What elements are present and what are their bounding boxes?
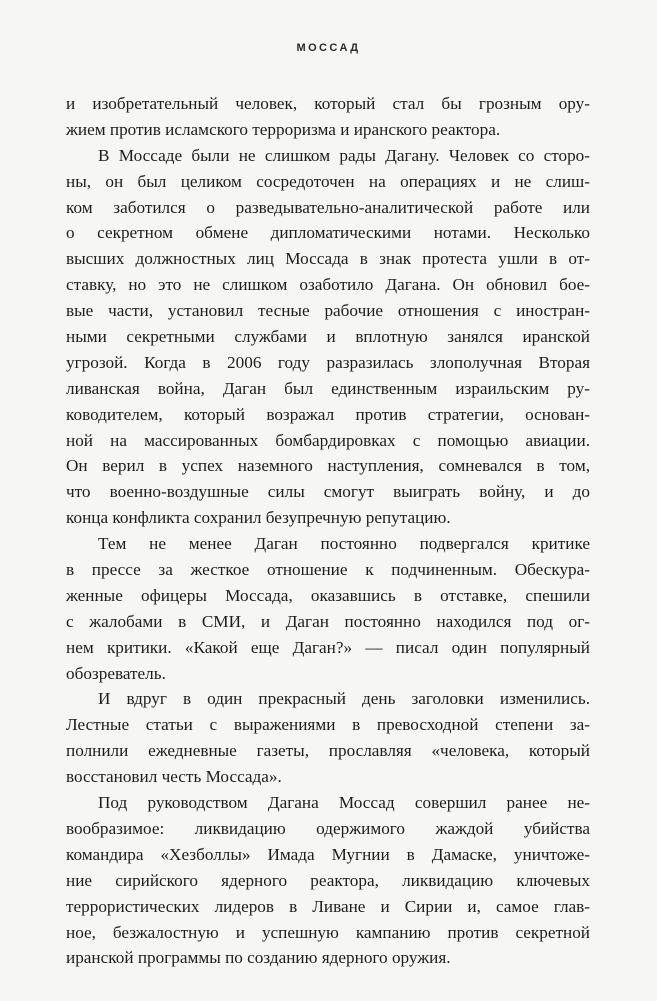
text-line: вые части, установил тесные рабочие отношения с иностран-	[66, 301, 590, 321]
text-line: И вдруг в один прекрасный день заголовки изменились.	[98, 689, 590, 709]
running-head: МОССАД	[296, 42, 361, 54]
text-line: ной на массированных бомбардировках с помощью авиации.	[66, 430, 590, 450]
text-line: обозреватель.	[66, 663, 166, 683]
text-line: иранской программы по созданию ядерного оружия.	[66, 948, 451, 968]
text-line: с жалобами в СМИ, и Даган постоянно находился под ог-	[66, 611, 590, 631]
paragraph-3	[66, 531, 590, 686]
text-line: что военно-воздушные силы смогут выиграть войну, и до	[66, 482, 590, 502]
paragraph-1	[66, 91, 590, 143]
text-line: Тем не менее Даган постоянно подвергался критике	[98, 534, 590, 554]
text-line: и изобретательный человек, который стал бы грозным ору-	[66, 94, 590, 113]
text-line: ком заботился о разведывательно-аналитической работе или	[66, 197, 590, 217]
text-line: ными секретными службами и вплотную занялся иранской	[66, 327, 590, 347]
text-line: ливанская война, Даган был единственным израильским ру-	[66, 378, 590, 398]
text-line: вообразимое: ликвидацию одержимого жаждой убийства	[66, 818, 590, 838]
text-line: В Моссаде были не слишком рады Дагану. Человек со сторо-	[98, 145, 590, 165]
text-line: Он верил в успех наземного наступления, сомневался в том,	[66, 456, 590, 476]
text-line: ководителем, который возражал против стратегии, основан-	[66, 404, 590, 424]
text-line: в прессе за жесткое отношение к подчиненным. Обескура-	[66, 560, 590, 580]
paragraph-4	[66, 686, 590, 790]
text-line: Лестные статьи с выражениями в превосходной степени за-	[66, 715, 590, 735]
body-text	[66, 91, 590, 971]
text-line: угрозой. Когда в 2006 году разразилась злополучная Вторая	[66, 352, 590, 372]
text-line: о секретном обмене дипломатическими нотами. Несколько	[66, 223, 590, 243]
text-line: ставку, но это не слишком озаботило Дагана. Он обновил бое-	[66, 275, 590, 295]
text-line: высших должностных лиц Моссада в знак протеста ушли в от-	[66, 249, 590, 269]
text-line: нем критики. «Какой еще Даган?» — писал один популярный	[66, 637, 590, 657]
text-line: террористических лидеров в Ливане и Сирии и, самое глав-	[66, 896, 590, 916]
paragraph-2	[66, 143, 590, 531]
text-line: женные офицеры Моссада, оказавшись в отставке, спешили	[66, 585, 590, 605]
text-line: конца конфликта сохранил безупречную репутацию.	[66, 508, 451, 528]
text-line: ние сирийского ядерного реактора, ликвидацию ключевых	[66, 870, 590, 890]
text-line: ное, безжалостную и успешную кампанию против секретной	[66, 922, 590, 942]
text-line: полнили ежедневные газеты, прославляя «человека, который	[66, 741, 590, 761]
text-line: восстановил честь Моссада».	[66, 767, 282, 787]
text-line: Под руководством Дагана Моссад совершил ранее не-	[98, 793, 590, 813]
text-line: командира «Хезболлы» Имада Мугнии в Дамаске, уничтоже-	[66, 844, 590, 864]
paragraph-5	[66, 790, 590, 971]
text-line: ны, он был целиком сосредоточен на операциях и не слиш-	[66, 171, 590, 191]
text-line: жием против исламского терроризма и иранского реактора.	[66, 119, 501, 139]
